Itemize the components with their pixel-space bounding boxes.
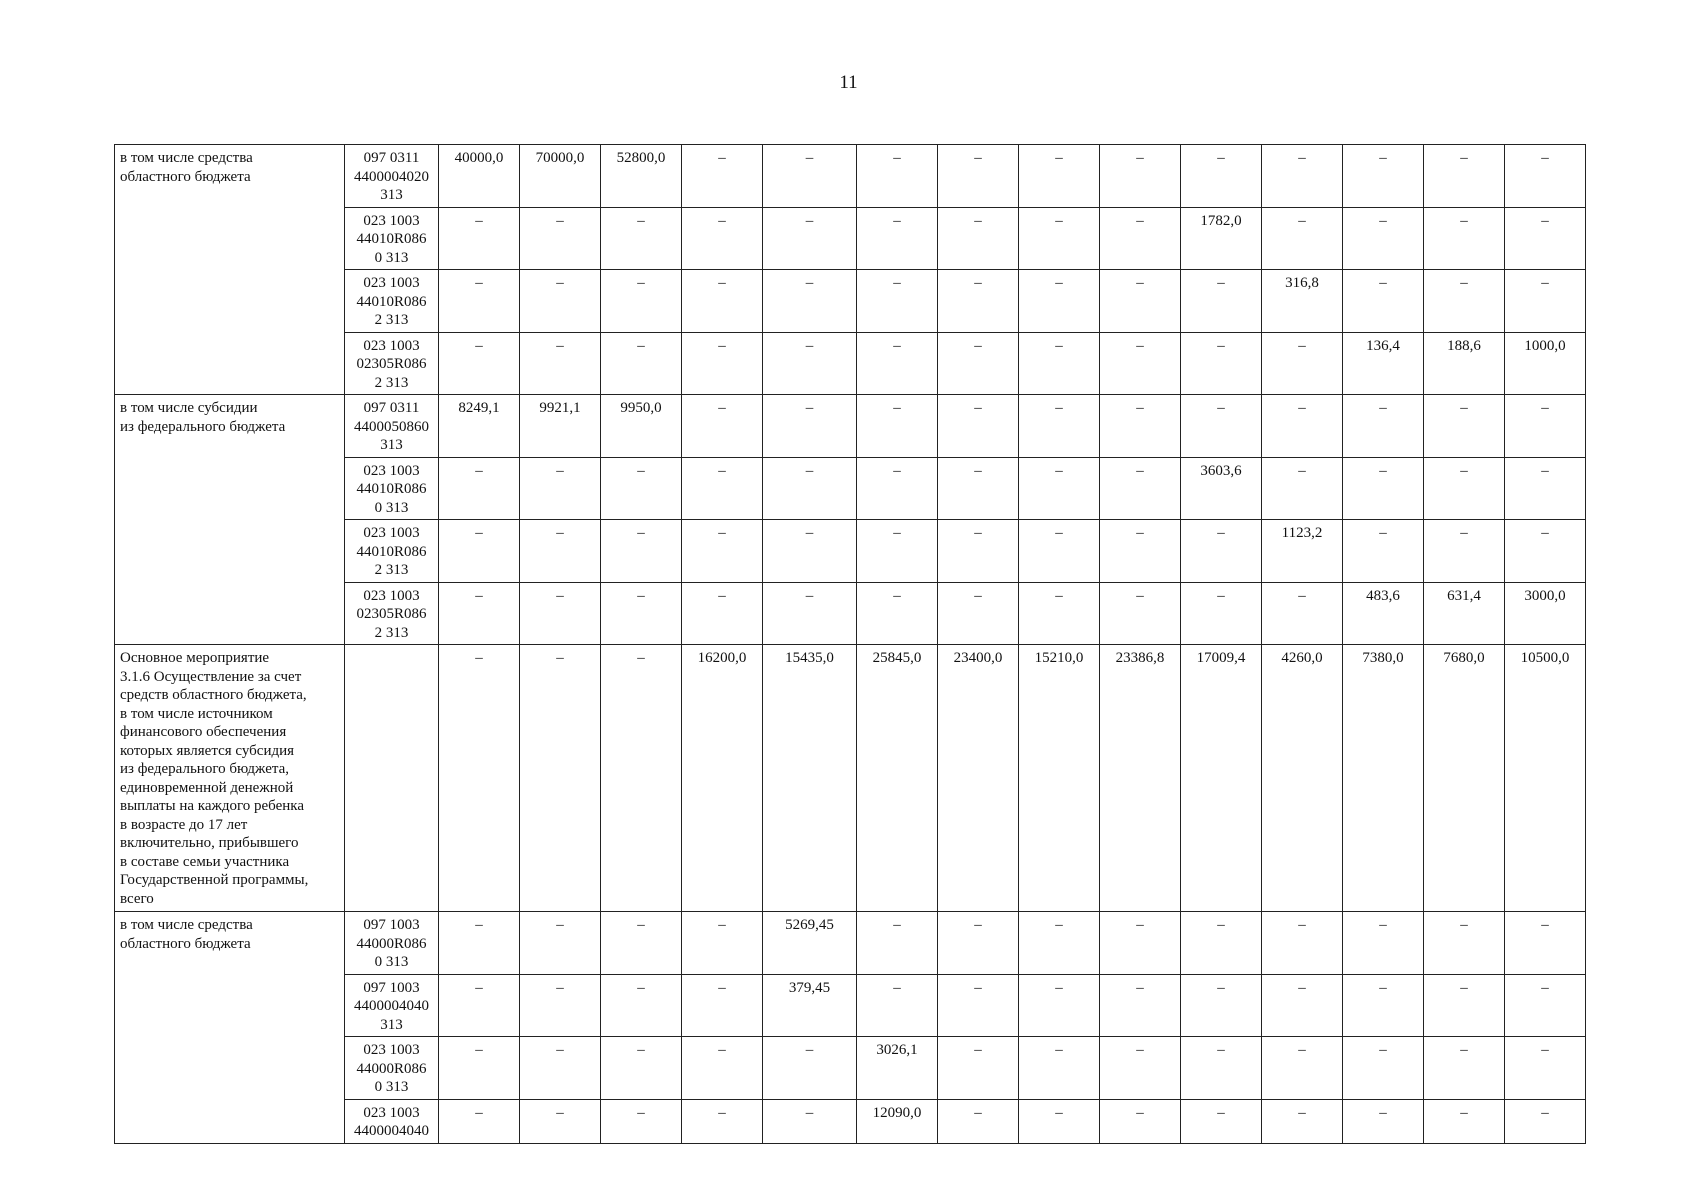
value-cell: – xyxy=(1343,974,1424,1037)
value-cell: 16200,0 xyxy=(682,645,763,912)
value-cell: – xyxy=(1424,912,1505,975)
value-cell: – xyxy=(1262,457,1343,520)
value-cell: 3603,6 xyxy=(1181,457,1262,520)
value-cell: – xyxy=(857,582,938,645)
value-cell: – xyxy=(857,395,938,458)
value-cell: – xyxy=(1181,582,1262,645)
value-cell: – xyxy=(682,1099,763,1143)
value-cell: 25845,0 xyxy=(857,645,938,912)
value-cell: – xyxy=(1424,395,1505,458)
value-cell: – xyxy=(601,1037,682,1100)
value-cell: – xyxy=(601,1099,682,1143)
value-cell: 188,6 xyxy=(1424,332,1505,395)
value-cell: – xyxy=(1019,582,1100,645)
row-description: в том числе субсидии из федерального бюджета xyxy=(115,395,345,645)
value-cell: – xyxy=(1181,520,1262,583)
value-cell: – xyxy=(1019,145,1100,208)
value-cell: – xyxy=(601,645,682,912)
value-cell: – xyxy=(682,912,763,975)
value-cell: – xyxy=(520,1099,601,1143)
value-cell: – xyxy=(682,207,763,270)
value-cell: 23386,8 xyxy=(1100,645,1181,912)
value-cell: – xyxy=(1343,912,1424,975)
value-cell: – xyxy=(601,520,682,583)
budget-table-body xyxy=(115,145,1586,1144)
value-cell: – xyxy=(763,145,857,208)
value-cell: – xyxy=(520,207,601,270)
value-cell: – xyxy=(1100,1037,1181,1100)
value-cell: – xyxy=(1181,395,1262,458)
value-cell: – xyxy=(1100,457,1181,520)
value-cell: – xyxy=(1262,145,1343,208)
value-cell: 23400,0 xyxy=(938,645,1019,912)
value-cell: – xyxy=(1343,207,1424,270)
value-cell: 631,4 xyxy=(1424,582,1505,645)
value-cell: 70000,0 xyxy=(520,145,601,208)
value-cell: – xyxy=(439,520,520,583)
value-cell: 1123,2 xyxy=(1262,520,1343,583)
value-cell: – xyxy=(1505,520,1586,583)
value-cell: – xyxy=(682,270,763,333)
value-cell: – xyxy=(763,457,857,520)
budget-code-cell: 023 1003 02305R086 2 313 xyxy=(345,582,439,645)
value-cell: – xyxy=(1019,332,1100,395)
value-cell: – xyxy=(938,207,1019,270)
row-description: в том числе средства областного бюджета xyxy=(115,145,345,395)
value-cell: – xyxy=(1505,1037,1586,1100)
value-cell: – xyxy=(601,270,682,333)
page-number: 11 xyxy=(839,72,858,93)
value-cell: – xyxy=(439,457,520,520)
value-cell: 10500,0 xyxy=(1505,645,1586,912)
value-cell: – xyxy=(1181,1037,1262,1100)
value-cell: – xyxy=(938,270,1019,333)
value-cell: – xyxy=(857,457,938,520)
value-cell: – xyxy=(1019,1037,1100,1100)
value-cell: 3026,1 xyxy=(857,1037,938,1100)
value-cell: – xyxy=(1262,332,1343,395)
value-cell: – xyxy=(520,520,601,583)
value-cell: 40000,0 xyxy=(439,145,520,208)
value-cell: – xyxy=(601,974,682,1037)
budget-code-cell: 023 1003 44010R086 0 313 xyxy=(345,457,439,520)
row-description: Основное мероприятие 3.1.6 Осуществление за счет средств областного бюджета, в том числе источником финансового обеспечения которых является субсидия из федерального бюджета, единовременной денежной выплаты на каждого ребенка в возрасте до 17 лет включительно, прибывшего в составе семьи участника Государственной программы, всего xyxy=(115,645,345,912)
budget-code-cell: 023 1003 4400004040 xyxy=(345,1099,439,1143)
value-cell: – xyxy=(601,912,682,975)
value-cell: – xyxy=(1505,912,1586,975)
value-cell: 9921,1 xyxy=(520,395,601,458)
value-cell: – xyxy=(763,332,857,395)
value-cell: – xyxy=(1019,207,1100,270)
value-cell: – xyxy=(439,582,520,645)
value-cell: – xyxy=(601,457,682,520)
value-cell: – xyxy=(938,520,1019,583)
value-cell: – xyxy=(1100,145,1181,208)
value-cell: – xyxy=(1424,974,1505,1037)
value-cell: – xyxy=(520,270,601,333)
value-cell: – xyxy=(520,332,601,395)
value-cell: – xyxy=(938,457,1019,520)
value-cell: – xyxy=(1343,1037,1424,1100)
value-cell: – xyxy=(763,520,857,583)
table-row xyxy=(115,912,1586,975)
budget-code-cell xyxy=(345,645,439,912)
value-cell: – xyxy=(1019,520,1100,583)
value-cell: – xyxy=(601,207,682,270)
value-cell: – xyxy=(1100,332,1181,395)
budget-code-cell: 023 1003 44010R086 2 313 xyxy=(345,520,439,583)
value-cell: – xyxy=(763,582,857,645)
value-cell: – xyxy=(1262,207,1343,270)
value-cell: – xyxy=(857,145,938,208)
value-cell: – xyxy=(1262,582,1343,645)
value-cell: – xyxy=(1100,974,1181,1037)
value-cell: – xyxy=(1181,1099,1262,1143)
value-cell: – xyxy=(682,332,763,395)
value-cell: – xyxy=(938,582,1019,645)
budget-code-cell: 023 1003 44010R086 0 313 xyxy=(345,207,439,270)
value-cell: 17009,4 xyxy=(1181,645,1262,912)
value-cell: – xyxy=(1343,270,1424,333)
value-cell: – xyxy=(682,520,763,583)
value-cell: – xyxy=(439,645,520,912)
value-cell: 1000,0 xyxy=(1505,332,1586,395)
value-cell: – xyxy=(1100,912,1181,975)
value-cell: – xyxy=(1100,582,1181,645)
value-cell: – xyxy=(763,270,857,333)
value-cell: – xyxy=(857,912,938,975)
value-cell: – xyxy=(439,912,520,975)
value-cell: – xyxy=(439,207,520,270)
value-cell: – xyxy=(938,912,1019,975)
value-cell: – xyxy=(1100,520,1181,583)
value-cell: – xyxy=(857,270,938,333)
value-cell: – xyxy=(520,582,601,645)
value-cell: – xyxy=(1424,457,1505,520)
value-cell: 52800,0 xyxy=(601,145,682,208)
budget-code-cell: 097 1003 44000R086 0 313 xyxy=(345,912,439,975)
value-cell: – xyxy=(1181,145,1262,208)
value-cell: 3000,0 xyxy=(1505,582,1586,645)
value-cell: – xyxy=(1505,145,1586,208)
value-cell: – xyxy=(1424,145,1505,208)
budget-code-cell: 097 0311 4400050860 313 xyxy=(345,395,439,458)
value-cell: – xyxy=(1262,1037,1343,1100)
value-cell: – xyxy=(439,1037,520,1100)
value-cell: – xyxy=(938,145,1019,208)
value-cell: – xyxy=(601,332,682,395)
value-cell: – xyxy=(1181,912,1262,975)
value-cell: – xyxy=(938,1099,1019,1143)
value-cell: – xyxy=(1343,145,1424,208)
value-cell: – xyxy=(1343,395,1424,458)
value-cell: – xyxy=(1181,332,1262,395)
value-cell: – xyxy=(439,270,520,333)
value-cell: 379,45 xyxy=(763,974,857,1037)
value-cell: – xyxy=(1019,974,1100,1037)
value-cell: 8249,1 xyxy=(439,395,520,458)
value-cell: – xyxy=(439,332,520,395)
value-cell: – xyxy=(1505,1099,1586,1143)
budget-table xyxy=(114,144,1586,1144)
value-cell: – xyxy=(763,207,857,270)
value-cell: 15210,0 xyxy=(1019,645,1100,912)
value-cell: – xyxy=(763,1099,857,1143)
value-cell: 15435,0 xyxy=(763,645,857,912)
value-cell: – xyxy=(1100,1099,1181,1143)
value-cell: – xyxy=(1262,912,1343,975)
value-cell: – xyxy=(1424,270,1505,333)
value-cell: – xyxy=(1343,1099,1424,1143)
value-cell: – xyxy=(857,207,938,270)
value-cell: 9950,0 xyxy=(601,395,682,458)
value-cell: – xyxy=(1019,395,1100,458)
value-cell: – xyxy=(938,332,1019,395)
row-description: в том числе средства областного бюджета xyxy=(115,912,345,1144)
value-cell: 1782,0 xyxy=(1181,207,1262,270)
value-cell: – xyxy=(439,1099,520,1143)
value-cell: – xyxy=(938,395,1019,458)
value-cell: – xyxy=(1019,912,1100,975)
budget-code-cell: 097 1003 4400004040 313 xyxy=(345,974,439,1037)
table-row xyxy=(115,395,1586,458)
value-cell: – xyxy=(1424,520,1505,583)
value-cell: – xyxy=(520,912,601,975)
value-cell: – xyxy=(520,1037,601,1100)
value-cell: – xyxy=(1100,207,1181,270)
value-cell: – xyxy=(1181,974,1262,1037)
value-cell: – xyxy=(1262,1099,1343,1143)
value-cell: 5269,45 xyxy=(763,912,857,975)
value-cell: 483,6 xyxy=(1343,582,1424,645)
value-cell: – xyxy=(763,1037,857,1100)
budget-code-cell: 023 1003 44000R086 0 313 xyxy=(345,1037,439,1100)
value-cell: 136,4 xyxy=(1343,332,1424,395)
value-cell: – xyxy=(1019,457,1100,520)
value-cell: – xyxy=(682,457,763,520)
value-cell: – xyxy=(1505,207,1586,270)
value-cell: – xyxy=(857,332,938,395)
value-cell: – xyxy=(1505,270,1586,333)
value-cell: – xyxy=(1181,270,1262,333)
value-cell: – xyxy=(938,974,1019,1037)
value-cell: – xyxy=(520,645,601,912)
budget-code-cell: 023 1003 44010R086 2 313 xyxy=(345,270,439,333)
value-cell: – xyxy=(857,974,938,1037)
table-row xyxy=(115,645,1586,912)
value-cell: – xyxy=(1343,457,1424,520)
budget-code-cell: 023 1003 02305R086 2 313 xyxy=(345,332,439,395)
value-cell: – xyxy=(1100,395,1181,458)
value-cell: – xyxy=(601,582,682,645)
value-cell: – xyxy=(682,974,763,1037)
value-cell: – xyxy=(520,974,601,1037)
value-cell: – xyxy=(1505,457,1586,520)
value-cell: – xyxy=(1262,395,1343,458)
value-cell: – xyxy=(682,395,763,458)
value-cell: – xyxy=(1343,520,1424,583)
value-cell: 7680,0 xyxy=(1424,645,1505,912)
value-cell: 4260,0 xyxy=(1262,645,1343,912)
value-cell: – xyxy=(763,395,857,458)
value-cell: 7380,0 xyxy=(1343,645,1424,912)
value-cell: – xyxy=(682,582,763,645)
value-cell: – xyxy=(1424,207,1505,270)
value-cell: – xyxy=(1100,270,1181,333)
value-cell: – xyxy=(857,520,938,583)
value-cell: – xyxy=(439,974,520,1037)
value-cell: – xyxy=(938,1037,1019,1100)
budget-code-cell: 097 0311 4400004020 313 xyxy=(345,145,439,208)
table-row xyxy=(115,145,1586,208)
value-cell: 316,8 xyxy=(1262,270,1343,333)
value-cell: – xyxy=(682,1037,763,1100)
value-cell: – xyxy=(1262,974,1343,1037)
value-cell: – xyxy=(1019,270,1100,333)
value-cell: – xyxy=(520,457,601,520)
value-cell: – xyxy=(1505,395,1586,458)
value-cell: – xyxy=(1505,974,1586,1037)
value-cell: 12090,0 xyxy=(857,1099,938,1143)
value-cell: – xyxy=(1424,1099,1505,1143)
value-cell: – xyxy=(1019,1099,1100,1143)
value-cell: – xyxy=(1424,1037,1505,1100)
value-cell: – xyxy=(682,145,763,208)
